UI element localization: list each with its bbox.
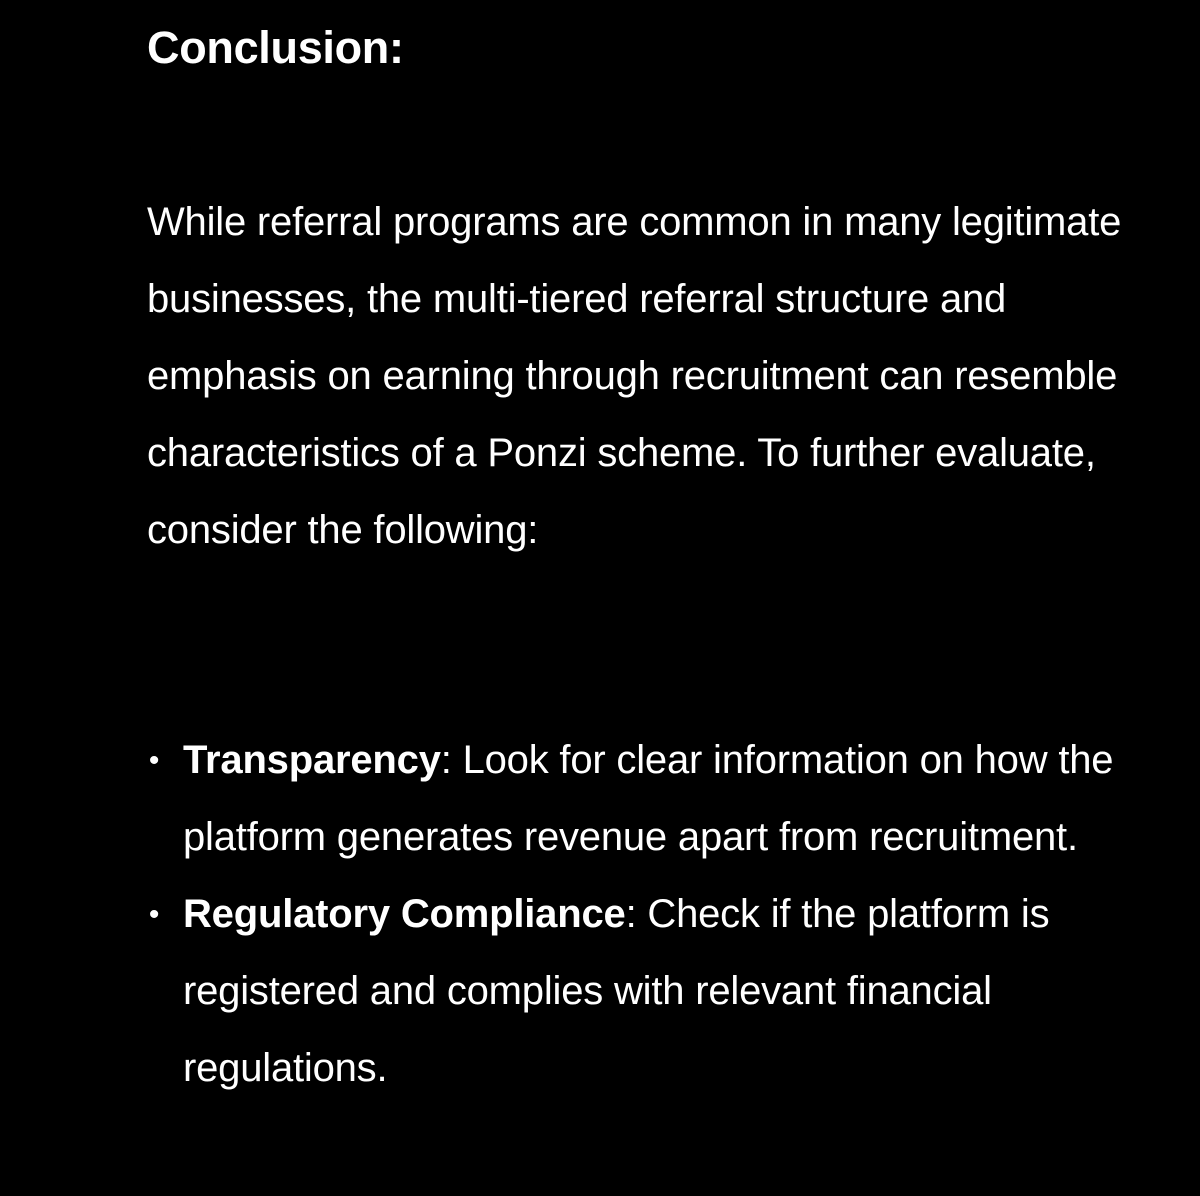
- conclusion-paragraph: While referral programs are common in many legitimate businesses, the multi-tiered referral structure and emphasis on earning through recruitment can resemble characteristics of a Ponzi scheme. To further evaluate, consider the following:: [147, 200, 1122, 552]
- bullet-list: [147, 722, 1137, 1107]
- bullet-term: Transparency: [183, 738, 441, 782]
- bullet-term: Regulatory Compliance: [183, 892, 626, 936]
- bullet-marker: •: [148, 744, 160, 777]
- bullet-separator: :: [440, 738, 452, 782]
- bullet-separator: :: [625, 892, 637, 936]
- section-heading: Conclusion:: [147, 22, 404, 73]
- list-item: [147, 876, 1137, 1107]
- list-item: [147, 722, 1137, 876]
- bullet-text: Look for clear information on how the platform generates revenue apart from recruitment.: [183, 738, 1114, 859]
- bullet-marker: •: [148, 898, 160, 931]
- bullet-text: Check if the platform is registered and complies with relevant financial regulations.: [183, 892, 1050, 1090]
